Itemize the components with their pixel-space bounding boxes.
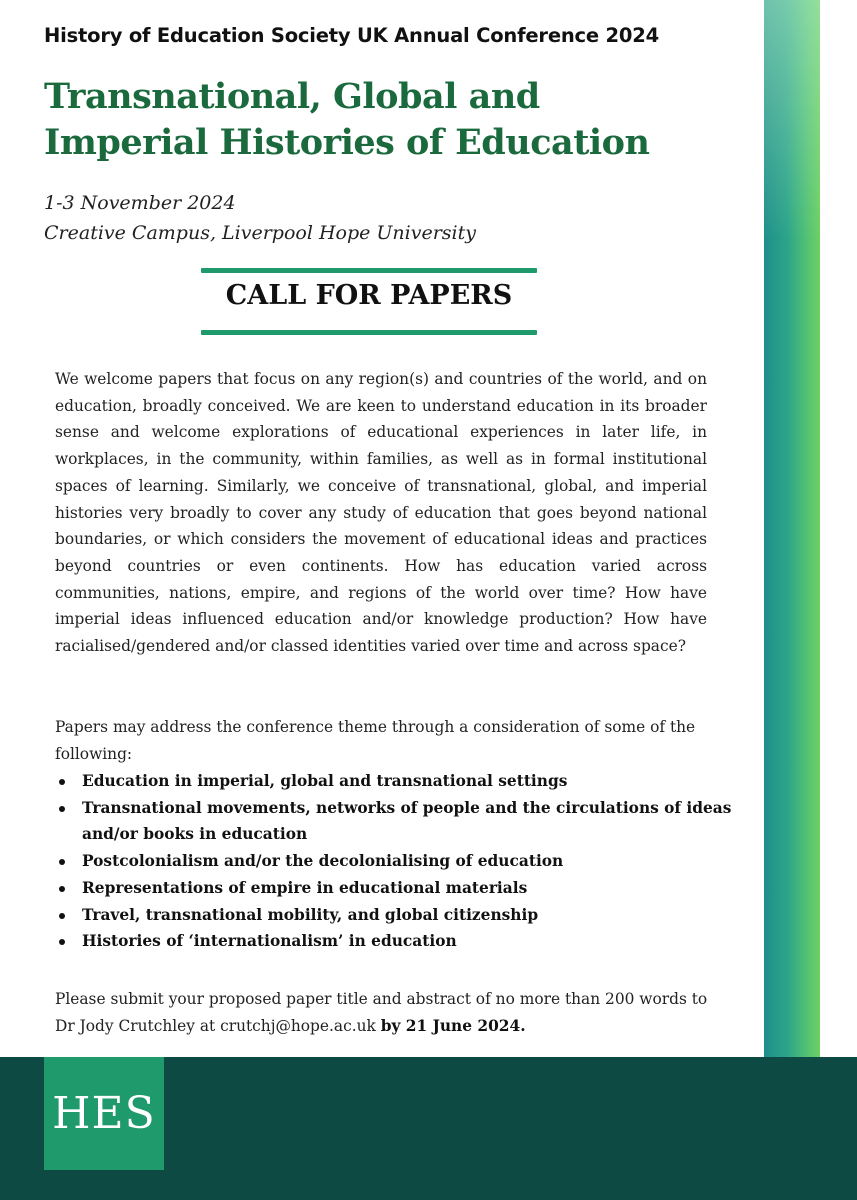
cfp-top-rule (201, 268, 537, 273)
topic-item (55, 928, 735, 955)
conference-title: History of Education Society UK Annual Conference 2024 (44, 24, 659, 47)
submission-instructions (55, 986, 715, 1039)
description-paragraph: We welcome papers that focus on any region(s) and countries of the world, and on education, broadly conceived. We are keen to understand education in its broader sense and welcome explorations of educational experiences in later life, in workplaces, in the community, within families, as well as in formal institutional spaces of learning. Similarly, we conceive of transnational, global, and imperial histories very broadly to cover any study of education that goes beyond national boundaries, or which considers the movement of educational ideas and practices beyond countries or even continents. How has education varied across communities, nations, empire, and regions of the world over time? How have imperial ideas influenced education and/or knowledge production? How have racialised/gendered and/or classed identities varied over time and across space? (55, 370, 707, 656)
bullet-icon (59, 806, 65, 812)
topics-list (55, 768, 735, 955)
event-venue: Creative Campus, Liverpool Hope University (44, 222, 476, 244)
topic-item (55, 902, 735, 929)
submission-deadline: by 21 June 2024. (380, 1016, 526, 1035)
topic-item (55, 848, 735, 875)
side-bar-highlight (764, 0, 820, 240)
topic-text: Postcolonialism and/or the decolonialising of education (82, 852, 564, 871)
main-title (44, 74, 764, 166)
topic-text: Histories of ‘internationalism’ in education (82, 932, 457, 951)
bullet-icon (59, 939, 65, 945)
topic-item (55, 795, 735, 848)
decorative-side-gradient-bar (764, 0, 820, 1200)
topic-text: Representations of empire in educational materials (82, 878, 528, 897)
submission-text: Please submit your proposed paper title and abstract of no more than 200 words to Dr Jody Crutchley at crutchj@hope.ac.uk (55, 990, 708, 1035)
hes-logo-text: HES (52, 1088, 156, 1139)
topic-item (55, 768, 735, 795)
bullet-icon (59, 779, 65, 785)
main-title-line-1: Transnational, Global and (44, 76, 540, 117)
bullet-icon (59, 886, 65, 892)
topic-text: Travel, transnational mobility, and global citizenship (82, 905, 539, 924)
event-details (44, 188, 476, 248)
topics-intro: Papers may address the conference theme through a consideration of some of the following: (55, 718, 696, 763)
topic-text: Transnational movements, networks of people and the circulations of ideas and/or books in education (82, 798, 732, 844)
cfp-bottom-rule (201, 330, 537, 335)
bullet-icon (59, 859, 65, 865)
hes-logo (44, 1057, 164, 1170)
topic-item (55, 875, 735, 902)
topic-text: Education in imperial, global and transnational settings (82, 772, 568, 790)
call-for-papers-heading: CALL FOR PAPERS (225, 280, 513, 311)
event-date: 1-3 November 2024 (44, 192, 236, 214)
bullet-icon (59, 913, 65, 919)
main-title-line-2: Imperial Histories of Education (44, 122, 650, 163)
